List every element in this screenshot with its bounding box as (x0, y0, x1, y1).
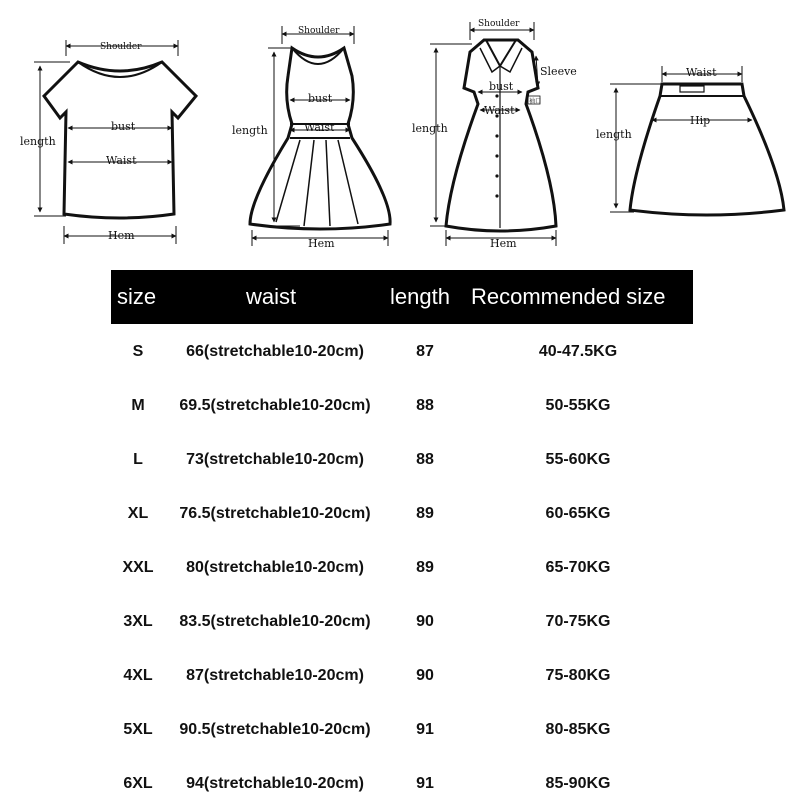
cell-waist: 83.5(stretchable10-20cm) (179, 613, 371, 630)
cell-size: 5XL (123, 721, 153, 738)
cell-length: 91 (416, 721, 434, 738)
cell-recommended: 85-90KG (545, 775, 611, 792)
shirt-dress-bust-label: bust (489, 80, 514, 93)
tshirt-waist-label: Waist (106, 154, 137, 167)
table-row (0, 325, 800, 379)
cell-length: 90 (416, 667, 434, 684)
tshirt-outline (44, 62, 196, 218)
cell-length: 89 (416, 505, 434, 522)
table-row (0, 649, 800, 703)
table-row (0, 595, 800, 649)
cell-length: 88 (416, 397, 434, 414)
tshirt-hem-label: Hem (108, 229, 135, 242)
shirt-dress-shoulder-label: Shoulder (478, 19, 520, 29)
skirt-length-label: length (596, 128, 632, 141)
table-row (0, 433, 800, 487)
cell-length: 89 (416, 559, 434, 576)
cell-waist: 66(stretchable10-20cm) (186, 343, 364, 360)
cell-size: M (131, 397, 145, 414)
shirt-dress-sleeve-label: Sleeve (540, 65, 577, 78)
size-table-header (111, 270, 693, 324)
header-recommended-size: Recommended size (471, 284, 666, 309)
measurement-diagrams-svg (0, 0, 800, 255)
cell-waist: 87(stretchable10-20cm) (186, 667, 364, 684)
measurement-diagrams (0, 0, 800, 255)
skirt-outline (630, 84, 784, 215)
table-row (0, 703, 800, 757)
cell-size: XXL (122, 559, 154, 576)
skirt-waist-label: Waist (686, 66, 717, 79)
shirt-dress-waist-label: Waist (484, 104, 515, 117)
shirt-dress-length-label: length (412, 122, 448, 135)
cell-recommended: 50-55KG (545, 397, 611, 414)
cell-recommended: 60-65KG (545, 505, 611, 522)
tshirt-bust-label: bust (111, 120, 136, 133)
dress-shoulder-label: Shoulder (298, 26, 340, 36)
cell-recommended: 75-80KG (545, 667, 611, 684)
cell-waist: 73(stretchable10-20cm) (186, 451, 364, 468)
cell-size: L (133, 451, 143, 468)
header-size: size (117, 284, 157, 309)
skirt-hip-label: Hip (690, 114, 711, 127)
dress-length-label: length (232, 124, 268, 137)
cell-recommended: 55-60KG (545, 451, 611, 468)
table-row (0, 487, 800, 541)
cell-size: 3XL (123, 613, 153, 630)
dress-diagram (250, 26, 390, 246)
table-row (0, 541, 800, 595)
cell-waist: 69.5(stretchable10-20cm) (179, 397, 371, 414)
header-length: length (390, 284, 450, 309)
cell-size: 6XL (123, 775, 153, 792)
cell-size: XL (127, 505, 149, 522)
tshirt-diagram (34, 40, 196, 244)
cell-recommended: 65-70KG (545, 559, 611, 576)
dress-hem-label: Hem (308, 237, 335, 250)
cell-recommended: 80-85KG (545, 721, 611, 738)
cell-size: S (132, 343, 144, 360)
cell-recommended: 70-75KG (545, 613, 611, 630)
cell-waist: 90.5(stretchable10-20cm) (179, 721, 371, 738)
cell-waist: 94(stretchable10-20cm) (186, 775, 364, 792)
tshirt-length-label: length (20, 135, 56, 148)
table-row (0, 757, 800, 811)
shirt-dress-hem-label: Hem (490, 237, 517, 250)
cell-length: 91 (416, 775, 434, 792)
shirt-dress-cuff-label: 袖口 (529, 98, 542, 105)
cell-waist: 76.5(stretchable10-20cm) (179, 505, 371, 522)
cell-length: 90 (416, 613, 434, 630)
shirt-dress-diagram (430, 22, 556, 246)
header-waist: waist (246, 284, 297, 309)
table-row (0, 379, 800, 433)
dress-bust-label: bust (308, 92, 333, 105)
tshirt-shoulder-label: Shoulder (100, 42, 142, 52)
cell-length: 87 (416, 343, 434, 360)
skirt-diagram (610, 66, 784, 215)
cell-size: 4XL (123, 667, 153, 684)
cell-recommended: 40-47.5KG (538, 343, 618, 360)
dress-waist-label: Waist (304, 121, 335, 134)
cell-length: 88 (416, 451, 434, 468)
cell-waist: 80(stretchable10-20cm) (186, 559, 364, 576)
